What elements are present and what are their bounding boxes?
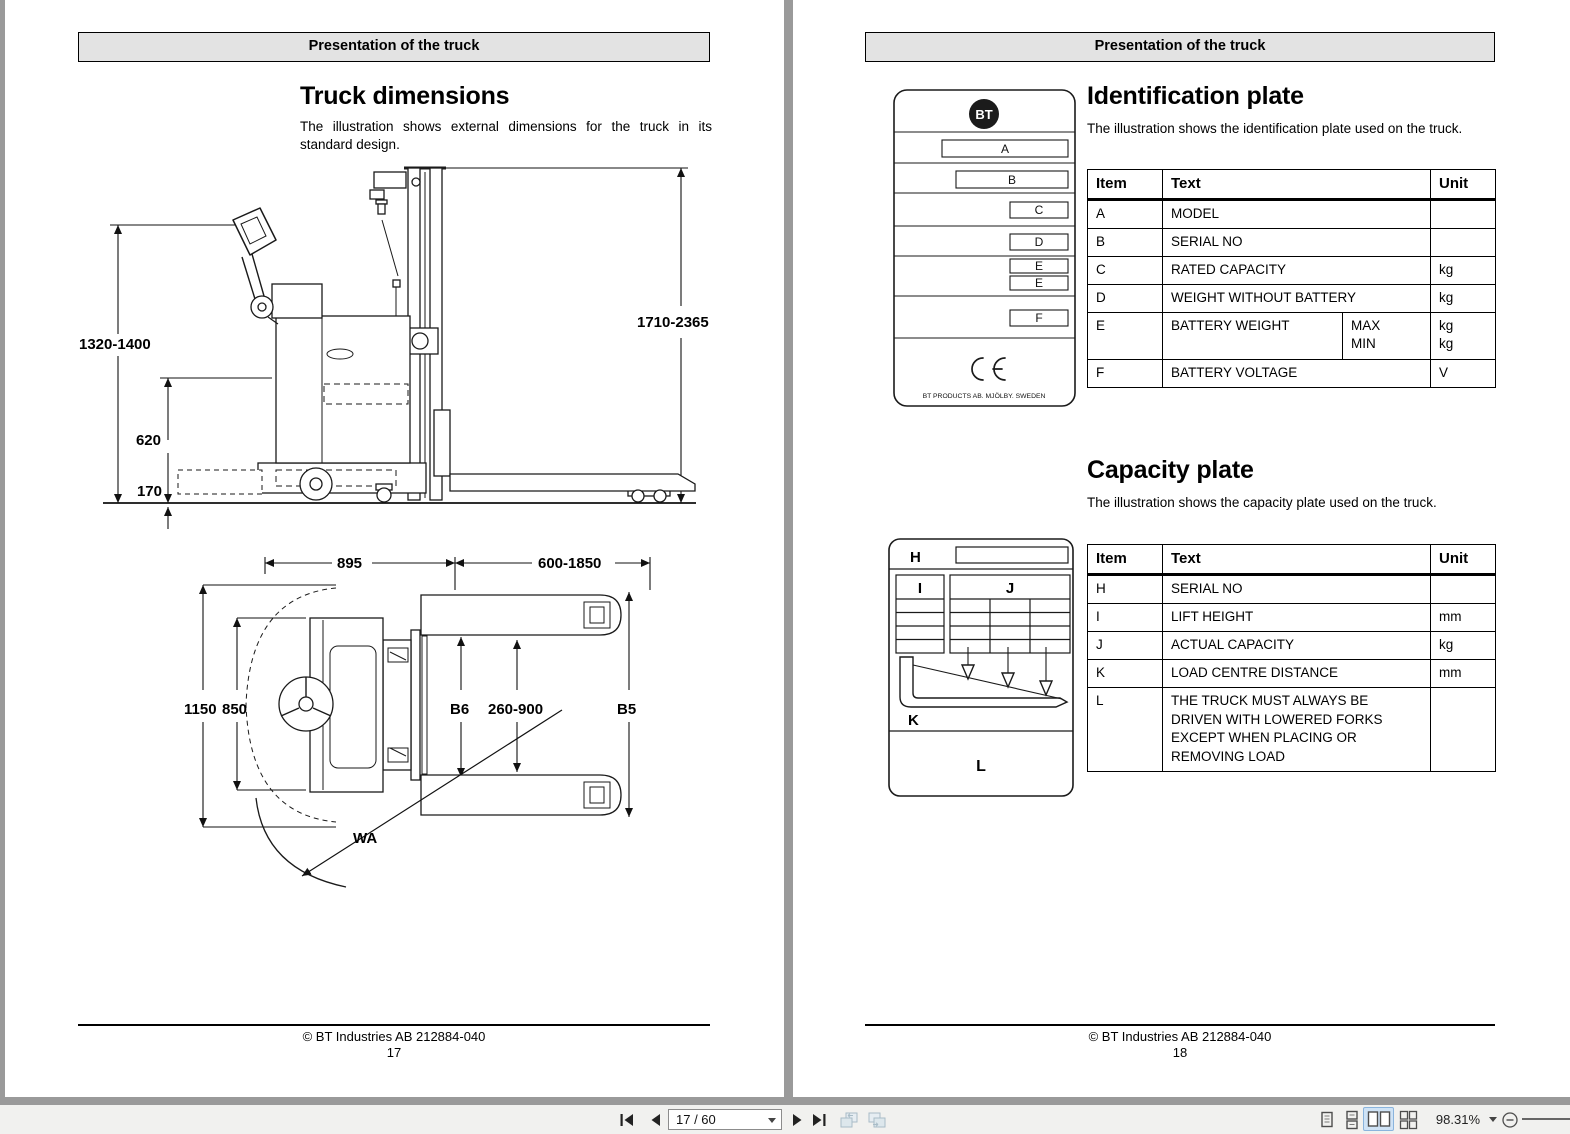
table-row: A MODEL xyxy=(1088,200,1496,229)
plate-field-a: A xyxy=(1000,142,1010,156)
two-page-continuous-view-button[interactable] xyxy=(1397,1109,1419,1130)
two-page-view-icon xyxy=(1366,1110,1392,1128)
plate-field-e-max: E xyxy=(1034,259,1044,273)
page-gap-divider xyxy=(784,0,793,1105)
cap-field-j: J xyxy=(1005,580,1015,597)
viewer-left-edge xyxy=(0,0,5,1105)
left-footer-page-number: 17 xyxy=(386,1045,402,1060)
single-page-view-icon xyxy=(1317,1110,1337,1130)
plate-field-e-min: E xyxy=(1034,276,1044,290)
last-page-icon xyxy=(809,1110,829,1130)
right-footer-page-number: 18 xyxy=(1172,1045,1188,1060)
truck-side-view-drawing xyxy=(78,158,718,530)
page-right xyxy=(793,0,1570,1097)
previous-view-icon xyxy=(838,1110,860,1130)
table-row: B SERIAL NO xyxy=(1088,229,1496,257)
continuous-view-button[interactable] xyxy=(1341,1109,1363,1130)
page-left xyxy=(5,0,784,1097)
cap-field-k: K xyxy=(908,712,919,729)
cap-field-i: I xyxy=(917,580,923,597)
next-view-button[interactable] xyxy=(866,1109,888,1130)
dim-fork-length: 600-1850 xyxy=(538,555,602,572)
table-row: K LOAD CENTRE DISTANCE mm xyxy=(1088,660,1496,688)
combobox-caret-icon xyxy=(768,1118,776,1123)
next-page-icon xyxy=(787,1110,807,1130)
previous-view-button[interactable] xyxy=(838,1109,860,1130)
table-row: I LIFT HEIGHT mm xyxy=(1088,604,1496,632)
cap-field-l: L xyxy=(976,758,986,775)
dim-b5: B5 xyxy=(617,701,637,718)
zoom-out-button[interactable] xyxy=(1499,1109,1521,1130)
capacity-table xyxy=(1087,544,1496,772)
dim-chassis-length: 895 xyxy=(337,555,363,572)
id-col-text: Text xyxy=(1163,170,1431,200)
dim-mast-height: 1710-2365 xyxy=(637,314,709,331)
capacity-plate-title: Capacity plate xyxy=(1087,456,1254,484)
dim-overall-width: 1150 xyxy=(184,701,217,718)
continuous-view-icon xyxy=(1342,1110,1362,1130)
dim-platform-height: 620 xyxy=(135,432,161,449)
cap-col-item: Item xyxy=(1088,545,1163,575)
cap-col-text: Text xyxy=(1163,545,1431,575)
table-row: H SERIAL NO xyxy=(1088,575,1496,604)
bt-logo-text: BT xyxy=(975,107,993,122)
two-page-view-button[interactable] xyxy=(1363,1107,1394,1131)
next-page-button[interactable] xyxy=(786,1109,808,1130)
plate-field-d: D xyxy=(1034,235,1044,249)
page-bottom-edge xyxy=(0,1097,1570,1105)
previous-page-button[interactable] xyxy=(645,1109,667,1130)
left-page-header: Presentation of the truck xyxy=(78,32,710,62)
two-page-continuous-view-icon xyxy=(1398,1110,1418,1130)
dim-b6: B6 xyxy=(450,701,470,718)
table-row: J ACTUAL CAPACITY kg xyxy=(1088,632,1496,660)
table-row: F BATTERY VOLTAGE V xyxy=(1088,360,1496,388)
truck-top-view-drawing xyxy=(160,540,710,910)
id-col-item: Item xyxy=(1088,170,1163,200)
right-footer-copyright: © BT Industries AB 212884-040 xyxy=(1088,1029,1272,1044)
first-page-icon xyxy=(617,1110,637,1130)
dim-fork-spread: 260-900 xyxy=(488,701,544,718)
zoom-menu-caret-icon[interactable] xyxy=(1489,1117,1497,1122)
table-row: E BATTERY WEIGHT MAX MIN kg kg xyxy=(1088,313,1496,360)
truck-dimensions-intro: The illustration shows external dimensions for the truck in its standard design. xyxy=(300,119,712,152)
right-footer-rule xyxy=(865,1024,1495,1026)
cap-field-h: H xyxy=(910,549,921,566)
plate-field-b: B xyxy=(1007,173,1017,187)
page-number-combobox[interactable] xyxy=(668,1109,782,1130)
identification-table xyxy=(1087,169,1496,388)
viewer-toolbar xyxy=(0,1105,1570,1134)
last-page-button[interactable] xyxy=(808,1109,830,1130)
capacity-plate-drawing xyxy=(886,535,1076,800)
zoom-slider[interactable] xyxy=(1522,1118,1570,1120)
table-row: D WEIGHT WITHOUT BATTERY kg xyxy=(1088,285,1496,313)
identification-plate-title: Identification plate xyxy=(1087,82,1304,110)
left-footer-copyright: © BT Industries AB 212884-040 xyxy=(302,1029,486,1044)
table-row: C RATED CAPACITY kg xyxy=(1088,257,1496,285)
plate-manufacturer-text: BT PRODUCTS AB. MJÖLBY. SWEDEN xyxy=(922,393,1046,400)
table-row: L THE TRUCK MUST ALWAYS BE DRIVEN WITH LOWERED FORKS EXCEPT WHEN PLACING OR REMOVING LOAD xyxy=(1088,688,1496,772)
next-view-icon xyxy=(866,1110,888,1130)
first-page-button[interactable] xyxy=(616,1109,638,1130)
left-footer-rule xyxy=(78,1024,710,1026)
plate-field-c: C xyxy=(1034,203,1044,217)
plate-field-f: F xyxy=(1035,311,1043,325)
right-page-header: Presentation of the truck xyxy=(865,32,1495,62)
identification-plate-intro: The illustration shows the identification plate used on the truck. xyxy=(1087,121,1463,136)
dim-chassis-width: 850 xyxy=(222,701,248,718)
dim-overall-height: 1320-1400 xyxy=(79,336,151,353)
single-page-view-button[interactable] xyxy=(1316,1109,1338,1130)
truck-dimensions-title: Truck dimensions xyxy=(300,82,510,110)
page-number-value: 17 / 60 xyxy=(676,1112,716,1127)
dim-turning-radius: WA xyxy=(353,830,378,847)
capacity-plate-intro: The illustration shows the capacity plate used on the truck. xyxy=(1087,495,1437,510)
zoom-level-value[interactable]: 98.31% xyxy=(1435,1112,1480,1127)
cap-col-unit: Unit xyxy=(1431,545,1496,575)
previous-page-icon xyxy=(646,1110,666,1130)
zoom-out-icon xyxy=(1501,1111,1519,1129)
dim-fork-height: 170 xyxy=(136,483,162,500)
identification-plate-drawing xyxy=(892,88,1077,408)
id-col-unit: Unit xyxy=(1431,170,1496,200)
